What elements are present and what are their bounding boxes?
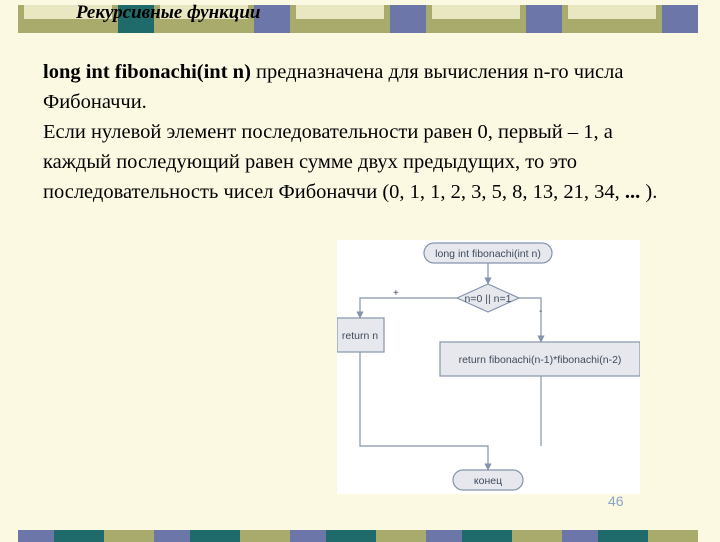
band-segment: [462, 530, 512, 542]
start-label: long int fibonachi(int n): [435, 248, 541, 260]
connector-no-branch: [519, 298, 541, 342]
flowchart-diagram: [337, 240, 640, 494]
band-segment: [562, 5, 662, 33]
end-terminal: [453, 470, 523, 490]
recursive-label: return fibonachi(n-1)*fibonachi(n-2): [458, 354, 622, 366]
band-segment: [426, 5, 526, 33]
band-segment: [326, 530, 376, 542]
connector-yes-branch: [360, 298, 457, 318]
band-segment: [662, 5, 698, 33]
band-segment: [390, 5, 426, 33]
function-signature: long int fibonachi(int n): [43, 61, 251, 83]
definition-paragraph: [43, 117, 683, 207]
band-segment: [18, 530, 54, 542]
band-segment: [376, 530, 426, 542]
band-segment: [54, 530, 104, 542]
band-segment: [512, 530, 562, 542]
no-label: -: [539, 306, 543, 317]
intro-paragraph: [43, 57, 683, 117]
condition-label: n=0 || n=1: [464, 293, 512, 305]
band-segment: [598, 530, 648, 542]
band-segment: [648, 530, 698, 542]
page-number: 46: [608, 493, 624, 509]
return-n-block: [337, 318, 384, 352]
definition-end-text: ).: [640, 181, 658, 203]
bottom-decorative-band: [0, 530, 720, 542]
condition-decision: [457, 284, 519, 312]
end-label: конец: [473, 475, 503, 487]
band-segment: [562, 530, 598, 542]
band-segment: [290, 530, 326, 542]
band-segment: [190, 530, 240, 542]
band-segment: [240, 530, 290, 542]
band-segment: [290, 5, 390, 33]
band-segment: [104, 530, 154, 542]
recursive-return-block: [440, 342, 640, 376]
band-segment: [154, 530, 190, 542]
band-segment: [526, 5, 562, 33]
slide-title: Рекурсивные функции: [76, 2, 261, 23]
band-segment: [426, 530, 462, 542]
return-n-label: return n: [341, 330, 379, 342]
flowchart-svg: [337, 240, 640, 494]
slide-body: [43, 57, 683, 207]
yes-label: +: [393, 288, 399, 299]
ellipsis-text: ...: [624, 181, 641, 203]
intro-text: предназначена для вычисления n-го числа Фибоначчи.: [43, 61, 624, 113]
definition-text: Если нулевой элемент последовательности равен 0, первый – 1, а каждый последующий равен сумме двух предыдущих, то это последовательность чисел Фибоначчи (0, 1, 1, 2, 3, 5, 8, 13, 21, 34,: [43, 121, 625, 203]
start-terminal: [424, 243, 552, 263]
